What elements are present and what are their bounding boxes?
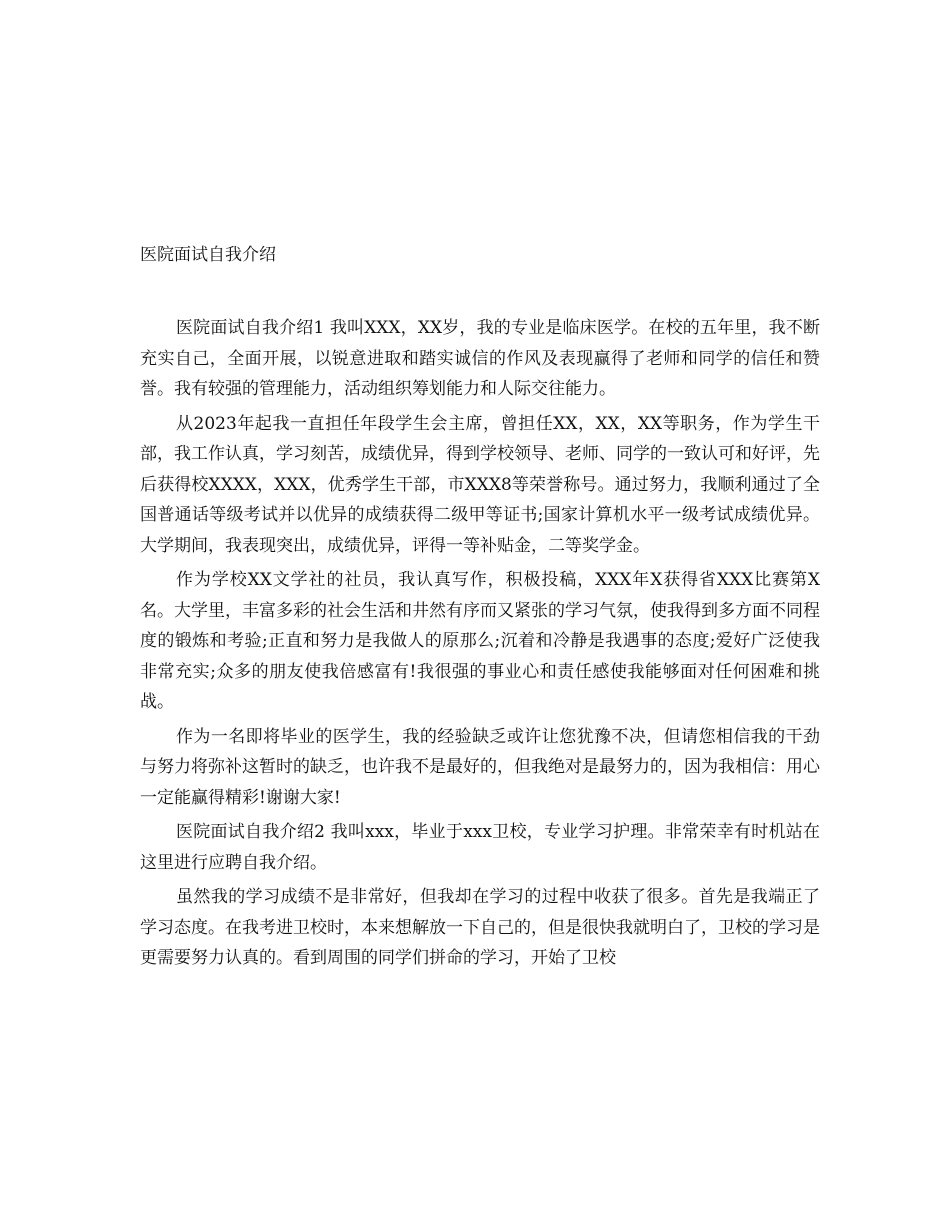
document-title: 医院面试自我介绍 [140, 245, 276, 265]
paragraph-student-union: 从2023年起我一直担任年段学生会主席，曾担任XX，XX，XX等职务，作为学生干部，我工作认真，学习刻苦，成绩优异，得到学校领导、老师、同学的一致认可和好评，先后获得校XXXX，XXX，优秀学生干部，市XXX8等荣誉称号。通过努力，我顺利通过了全国普通话等级考试并以优异的成绩获得二级甲等证书;国家计算机水平一级考试成绩优异。大学期间，我表现突出，成绩优异，评得一等补贴金，二等奖学金。 [140, 413, 820, 556]
paragraph-closing: 作为一名即将毕业的医学生，我的经验缺乏或许让您犹豫不决，但请您相信我的干劲与努力将弥补这暂时的缺乏，也许我不是最好的，但我绝对是最努力的，因为我相信：用心一定能赢得精彩!谢谢大家! [140, 726, 820, 808]
paragraph-intro-1: 医院面试自我介绍1 我叫XXX，XX岁，我的专业是临床医学。在校的五年里，我不断充实自己，全面开展，以锐意进取和踏实诚信的作风及表现赢得了老师和同学的信任和赞誉。我有较强的管理能力，活动组织筹划能力和人际交往能力。 [140, 318, 820, 399]
paragraph-intro-2: 医院面试自我介绍2 我叫xxx，毕业于xxx卫校，专业学习护理。非常荣幸有时机站在这里进行应聘自我介绍。 [140, 822, 820, 873]
document-body [140, 313, 820, 978]
paragraph-study-attitude: 虽然我的学习成绩不是非常好，但我却在学习的过程中收获了很多。首先是我端正了学习态度。在我考进卫校时，本来想解放一下自己的，但是很快我就明白了，卫校的学习是更需要努力认真的。看到周围的同学们拼命的学习，开始了卫校 [140, 887, 820, 968]
paragraph-literature-club: 作为学校XX文学社的社员，我认真写作，积极投稿，XXX年X获得省XXX比赛第X名。大学里，丰富多彩的社会生活和井然有序而又紧张的学习气氛，使我得到多方面不同程度的锻炼和考验;正直和努力是我做人的原那么;沉着和冷静是我遇事的态度;爱好广泛使我非常充实;众多的朋友使我倍感富有!我很强的事业心和责任感使我能够面对任何困难和挑战。 [140, 570, 820, 712]
